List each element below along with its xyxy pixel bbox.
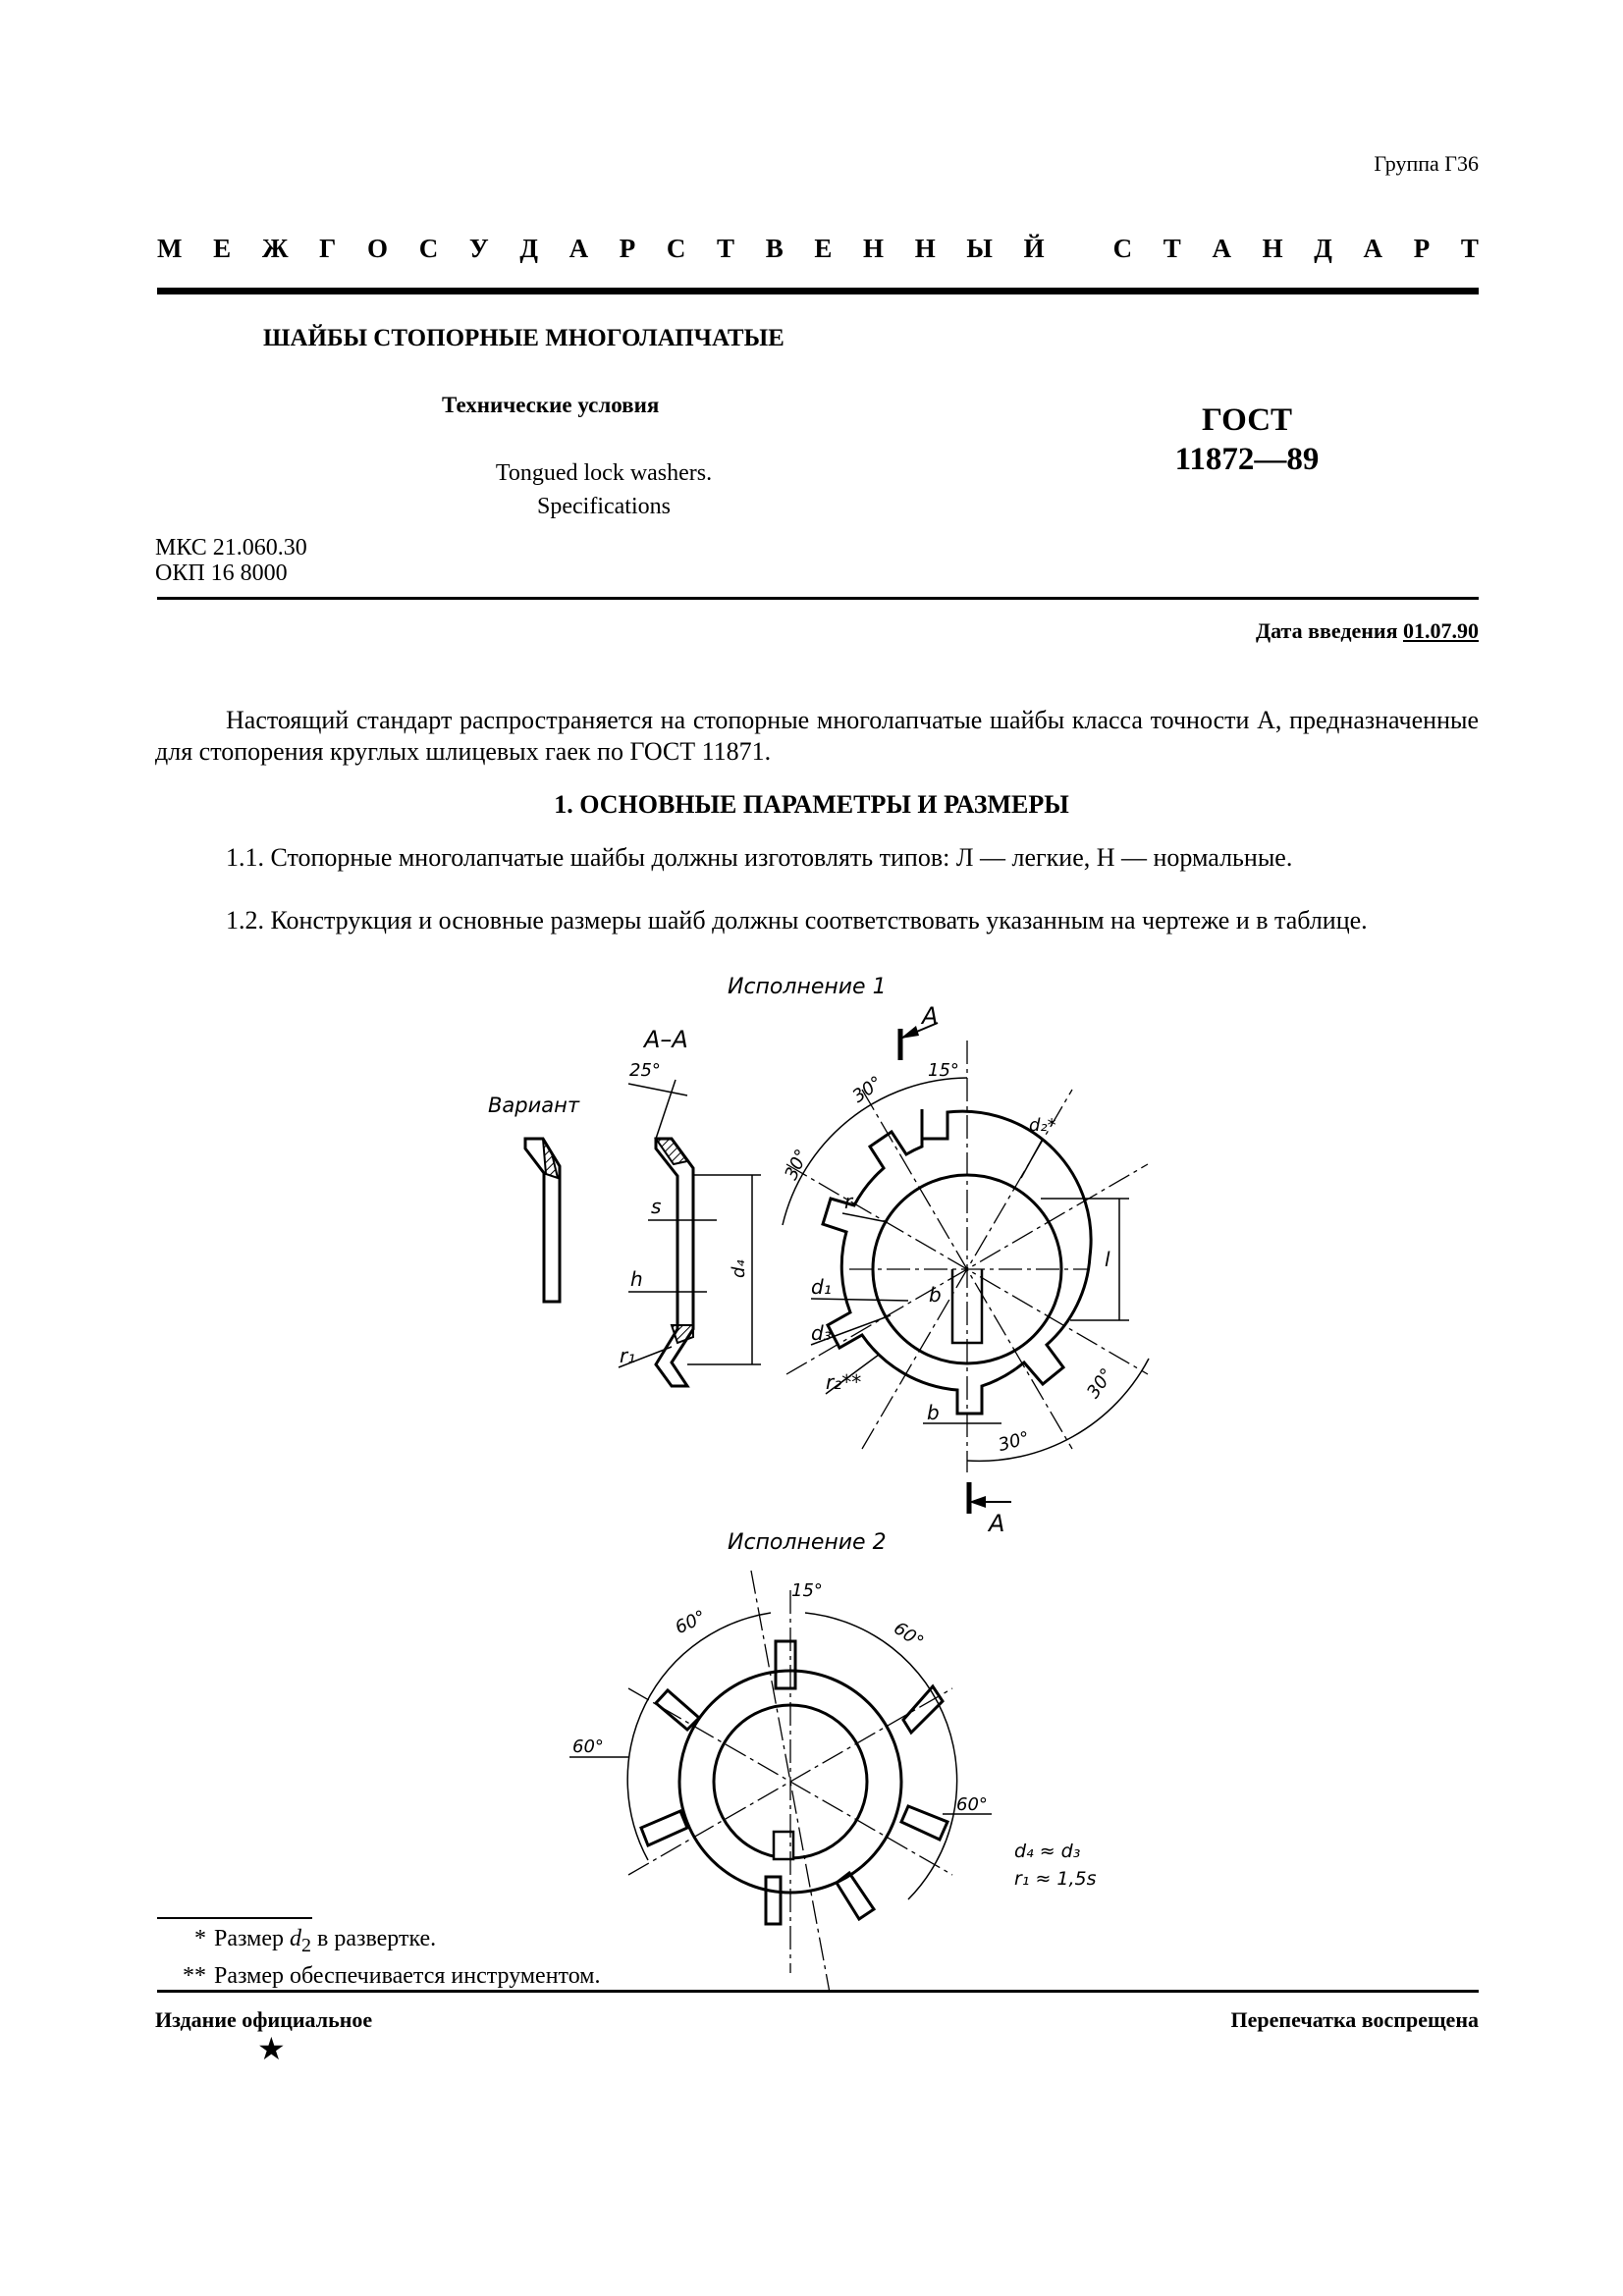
section-aa-label: А–А bbox=[644, 1026, 688, 1053]
angle-25-line bbox=[656, 1080, 676, 1139]
h-label: h bbox=[630, 1267, 643, 1291]
footnotes bbox=[183, 1924, 601, 1992]
cut-label-top: А bbox=[922, 1002, 939, 1030]
angle-30-label-left: 30° bbox=[781, 1146, 813, 1184]
footnote-2-text: Размер обеспечивается инструментом. bbox=[214, 1962, 601, 1989]
intro-date-label: Дата введения bbox=[1255, 618, 1398, 643]
banner-letter: Т bbox=[717, 234, 735, 263]
exec2-angle-15: 15° bbox=[791, 1580, 823, 1601]
document-title: ШАЙБЫ СТОПОРНЫЕ МНОГОЛАПЧАТЫЕ bbox=[263, 325, 784, 351]
r1-label: r₁ bbox=[620, 1344, 636, 1367]
angle-30-label-top: 30° bbox=[848, 1072, 887, 1107]
exec2-angle-60-top-left: 60° bbox=[672, 1606, 710, 1639]
footer-divider bbox=[157, 1990, 1479, 1993]
banner-letter: С bbox=[666, 234, 686, 263]
d1-leader bbox=[811, 1299, 908, 1301]
banner-letter: Н bbox=[1262, 234, 1283, 263]
footnote-1-text-b: в развертке. bbox=[310, 1926, 437, 1951]
angle-25-label: 25° bbox=[629, 1060, 661, 1081]
section-profile bbox=[656, 1139, 693, 1386]
dim-arc-exec2-right bbox=[805, 1613, 957, 1899]
r-leader bbox=[842, 1213, 888, 1222]
banner-letter: Н bbox=[914, 234, 936, 263]
d2-label: d₂* bbox=[1029, 1115, 1056, 1136]
angle-30-label-right: 30° bbox=[1083, 1364, 1118, 1403]
banner-letter: М bbox=[157, 234, 183, 263]
star-icon: ★ bbox=[257, 2031, 286, 2066]
d4-label: d₄ bbox=[729, 1259, 749, 1278]
english-title-line2: Specifications bbox=[537, 494, 671, 519]
washer-plan-view-1 bbox=[786, 1041, 1148, 1472]
exec2-angle-60-left: 60° bbox=[572, 1736, 604, 1757]
footnote-divider bbox=[157, 1917, 312, 1919]
banner-letter: А bbox=[568, 234, 589, 263]
okp-code: ОКП 16 8000 bbox=[155, 561, 288, 586]
banner-letter: Е bbox=[213, 234, 232, 263]
banner-letter: Ы bbox=[966, 234, 993, 263]
group-label: Группа Г36 bbox=[1374, 151, 1479, 176]
banner-letter: Д bbox=[1314, 234, 1332, 263]
dim-arc-lower bbox=[967, 1359, 1149, 1461]
d3-label: d₃ bbox=[811, 1321, 832, 1345]
footnote-1-text-a: Размер bbox=[214, 1926, 290, 1951]
section-hatch-bottom bbox=[672, 1325, 693, 1343]
variant-label: Вариант bbox=[488, 1094, 580, 1117]
footnote-1 bbox=[194, 1924, 600, 1961]
banner-letter: Н bbox=[863, 234, 885, 263]
washer1-outline bbox=[823, 1109, 1091, 1414]
exec2-angle-60-right: 60° bbox=[956, 1794, 988, 1815]
banner-letter: Р bbox=[619, 234, 636, 263]
banner-letter: С bbox=[418, 234, 439, 263]
cut-arrowhead-bottom bbox=[969, 1496, 986, 1508]
english-title-line1: Tongued lock washers. bbox=[495, 460, 713, 486]
banner-letter: Г bbox=[319, 234, 337, 263]
banner-letter: Т bbox=[1460, 234, 1479, 263]
footnote-2 bbox=[183, 1961, 601, 1992]
execution1-label: Исполнение 1 bbox=[728, 975, 887, 999]
banner-letter: Д bbox=[519, 234, 538, 263]
footnote-1-sub: 2 bbox=[300, 1934, 311, 1956]
cut-arrowhead-top bbox=[900, 1026, 919, 1039]
footnote-2-mark: ** bbox=[183, 1962, 206, 1989]
cut-label-bottom: А bbox=[989, 1510, 1005, 1537]
gost-label: ГОСТ bbox=[1201, 402, 1293, 438]
angle-15-label: 15° bbox=[928, 1060, 959, 1081]
banner-letter: А bbox=[1363, 234, 1383, 263]
document-subtitle: Технические условия bbox=[442, 393, 660, 417]
paragraph-1-2: 1.2. Конструкция и основные размеры шайб должны соответствовать указанным на чертеже и в таблице. bbox=[226, 906, 1368, 934]
angle-30-label-bottom: 30° bbox=[996, 1427, 1032, 1457]
banner-letter: В bbox=[765, 234, 784, 263]
r-label: r bbox=[844, 1190, 853, 1213]
scope-paragraph: Настоящий стандарт распространяется на стопорные многолапчатые шайбы класса точности А, предназначенные для стопорения круглых шлицевых гаек по ГОСТ 11871. bbox=[155, 706, 1479, 766]
reprint-notice: Перепечатка воспрещена bbox=[1230, 2007, 1479, 2032]
b-label-lower: b bbox=[927, 1401, 940, 1424]
s-label: s bbox=[651, 1195, 662, 1218]
banner-letter: Й bbox=[1023, 234, 1045, 263]
banner-letter: О bbox=[367, 234, 389, 263]
banner-letter: У bbox=[468, 234, 489, 263]
section-title: 1. ОСНОВНЫЕ ПАРАМЕТРЫ И РАЗМЕРЫ bbox=[554, 790, 1069, 819]
edition-label: Издание официальное bbox=[155, 2007, 373, 2032]
footnote-1-var: d bbox=[289, 1926, 301, 1951]
d2-leader bbox=[1021, 1139, 1043, 1178]
paragraph-1-1: 1.1. Стопорные многолапчатые шайбы должны изготовлять типов: Л — легкие, Н — нормальные. bbox=[226, 843, 1293, 872]
banner-letter: Р bbox=[1413, 234, 1431, 263]
dim-arc-upper bbox=[783, 1078, 967, 1225]
banner-letter: Е bbox=[814, 234, 833, 263]
intro-date-value: 01.07.90 bbox=[1403, 618, 1479, 643]
d1-label: d₁ bbox=[811, 1275, 832, 1299]
angle-25-leader bbox=[628, 1084, 687, 1095]
exec2-angle-60-top-right: 60° bbox=[890, 1618, 928, 1653]
footnote-1-mark: * bbox=[194, 1926, 206, 1951]
mks-code: МКС 21.060.30 bbox=[155, 535, 307, 561]
b-label-upper: b bbox=[929, 1283, 942, 1307]
banner-letter: Т bbox=[1163, 234, 1181, 263]
banner-letter: Ж bbox=[261, 234, 289, 263]
r2-label: r₂** bbox=[826, 1370, 862, 1394]
l-label: l bbox=[1105, 1248, 1110, 1271]
banner-letter: С bbox=[1112, 234, 1133, 263]
note-d4-d3: d₄ ≈ d₃ bbox=[1014, 1841, 1081, 1862]
execution2-label: Исполнение 2 bbox=[728, 1530, 887, 1555]
gost-number: 11872—89 bbox=[1174, 442, 1320, 477]
note-r1: r₁ ≈ 1,5s bbox=[1014, 1868, 1097, 1890]
banner-letter: А bbox=[1212, 234, 1231, 263]
